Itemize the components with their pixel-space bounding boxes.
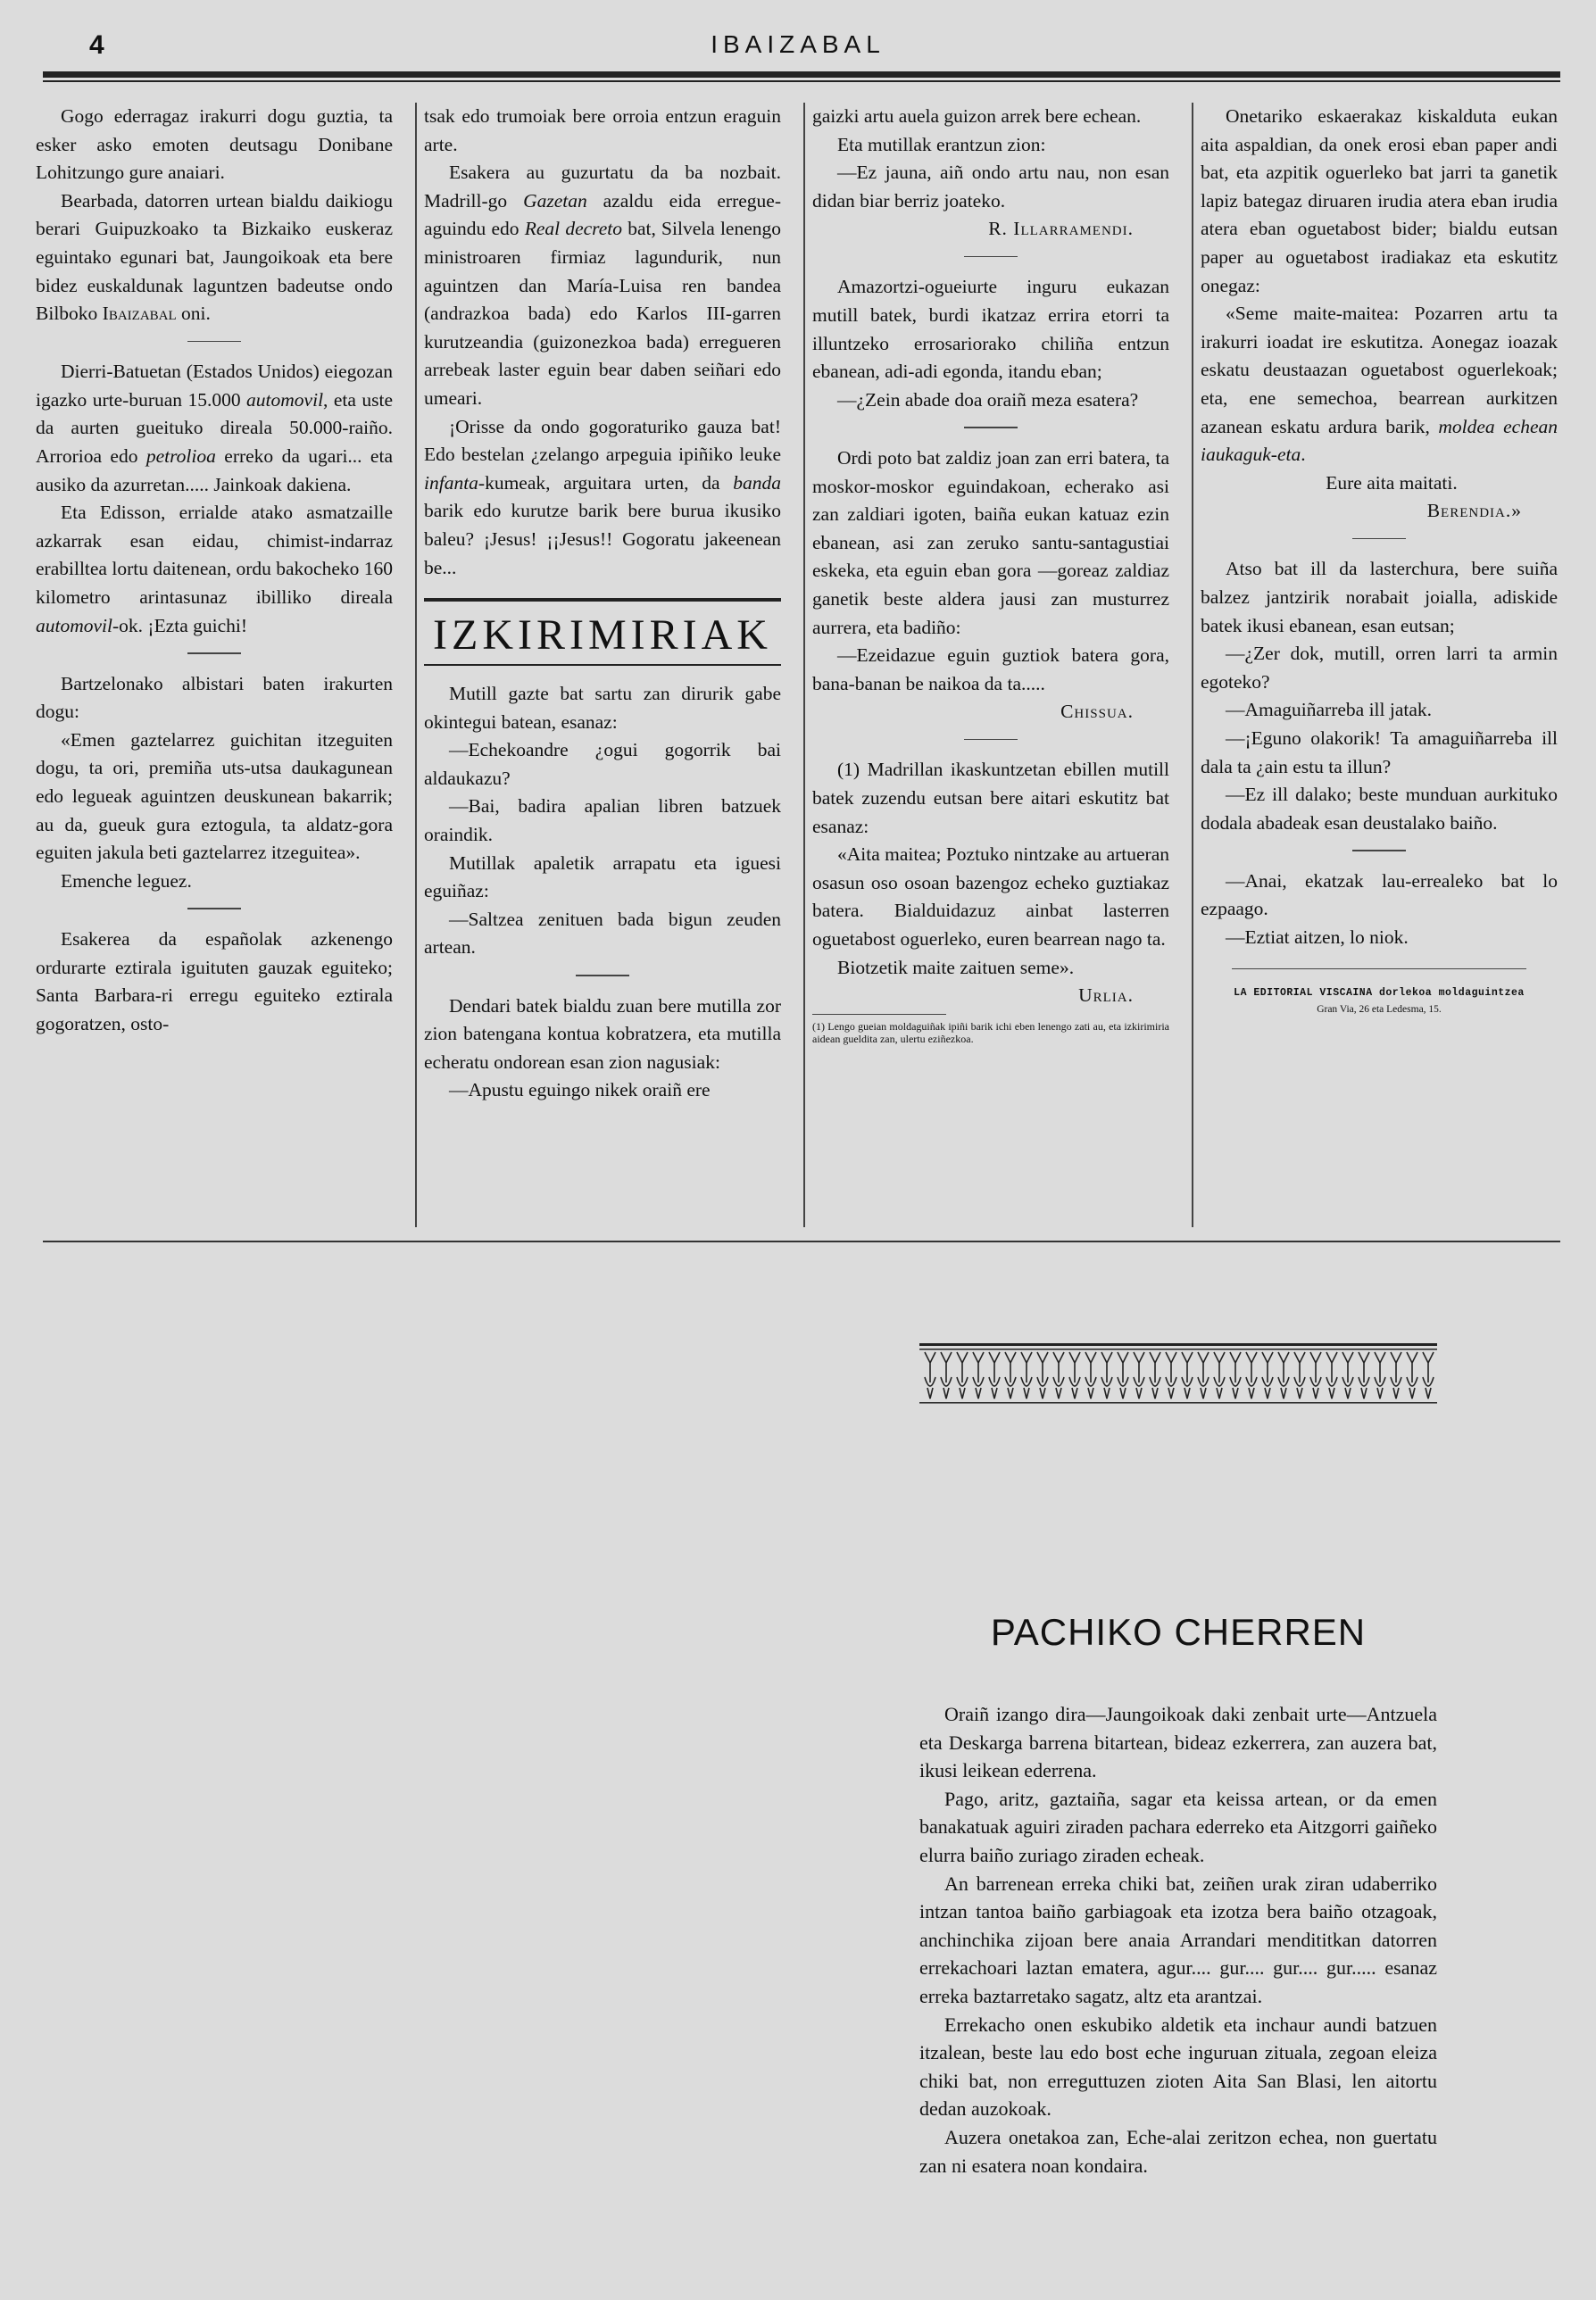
paragraph: —Apustu eguingo nikek oraiñ ere xyxy=(449,1079,711,1101)
paragraph: Oraiñ izango dira—Jaungoikoak daki zenbait urte—Antzuela eta Deskarga barrena bitartean, bideaz ezkerrera, zan auzera bat, ikusi leikean ederrena. xyxy=(919,1703,1437,1782)
paragraph: —Bai, badira apalian libren batzuek oraindik. xyxy=(424,795,781,846)
paragraph: —Ez jauna, aiñ ondo artu nau, non esan didan biar berriz joateko. xyxy=(812,162,1169,212)
signature: Urlia. xyxy=(1078,984,1134,1007)
paragraph: gaizki artu auela guizon arrek bere echean. xyxy=(812,105,1142,127)
imprint-line: LA EDITORIAL VISCAINA dorlekoa moldaguintzea xyxy=(1234,987,1525,1000)
ornament-motif xyxy=(1198,1352,1209,1399)
ornament-motif xyxy=(1407,1352,1417,1399)
text-run: barik edo kurutze barik bere burua ikusiko baleu? ¡Jesus! ¡¡Jesus!! Gogoratu jakeenean be... xyxy=(424,500,781,578)
separator xyxy=(187,908,241,909)
paragraph xyxy=(424,413,781,583)
paragraph: Amazortzi-ogueiurte inguru eukazan mutill batek, burdi ikatzaz errira etorri ta illuntzeko errosariorako chiliña entzun ebanean, adi-adi egonda, itandu eban; xyxy=(812,276,1169,383)
paragraph xyxy=(36,499,393,640)
footnote: (1) Lengo gueian moldaguiñak ipiñi barik ichi eben lenengo zati au, eta izkirimiria aidean gueldita zan, ulertu eziñezkoa. xyxy=(812,1020,1169,1046)
paragraph: Eta mutillak erantzun zion: xyxy=(837,133,1046,155)
ornament-motif xyxy=(1101,1352,1112,1399)
paragraph: —Ez ill dalako; beste munduan aurkituko dodala abadeak esan deustalako baiño. xyxy=(1201,784,1558,834)
italic-term: automovil xyxy=(246,388,324,411)
paragraph xyxy=(424,159,781,412)
separator xyxy=(576,975,629,976)
text-run: bat, Silvela lenengo ministroaren firmiaz lagundurik, nun aguintzen dan María-Luisa ren bandea (andrazkoa bada) edo Karlos III-garren kurutzeandia (guizonezkoa bada) erregueren arrebeak laster eguin bear daben seiñari edo umeari. xyxy=(424,218,782,409)
paragraph: Pago, aritz, gaztaiña, sagar eta keissa artean, or da emen banakatuak aguiri ziraden pachara ederreko eta Aitzgorri gaiñeko elurra baiño zuriago ziraden echeak. xyxy=(919,1787,1437,1866)
column-2 xyxy=(424,103,781,1227)
ornament-motif xyxy=(1037,1352,1048,1399)
paragraph: —Saltzea zenituen bada bigun zeuden artean. xyxy=(424,908,781,959)
ornament-motif xyxy=(1021,1352,1032,1399)
separator xyxy=(187,652,241,654)
separator xyxy=(187,341,241,343)
ornament-motif xyxy=(957,1352,968,1399)
paragraph: —¿Zein abade doa oraiñ meza esatera? xyxy=(837,388,1139,411)
italic-term: petrolioa xyxy=(145,445,216,468)
separator xyxy=(964,739,1018,741)
italic-term: automovil xyxy=(36,614,112,636)
text-run: erreko da ugari... eta ausiko da azurretan..... Jainkoak dakiena. xyxy=(36,445,393,495)
ornament-motif xyxy=(1246,1352,1257,1399)
column-3 xyxy=(812,103,1169,1227)
paragraph: —Amaguiñarreba ill jatak. xyxy=(1226,699,1433,721)
story-body xyxy=(919,1700,1437,2180)
paragraph: Atso bat ill da lasterchura, bere suiña balzez jantzirik norabait joialla, adiskide batek ikusi ebanean, esan eutsan; xyxy=(1201,558,1558,636)
ornament-motif xyxy=(1166,1352,1176,1399)
text-run: -ok. ¡Ezta guichi! xyxy=(112,614,248,636)
page-divider xyxy=(43,1241,1560,1242)
paragraph: (1) Madrillan ikaskuntzetan ebillen mutill batek zuzendu eutsan bere aitari eskutitz bat esanaz: xyxy=(812,759,1169,837)
section-title: IZKIRIMIRIAK xyxy=(424,598,781,666)
paragraph: tsak edo trumoiak bere orroia entzun eraguin arte. xyxy=(424,105,781,155)
separator xyxy=(964,427,1018,428)
paragraph: Errekacho onen eskubiko aldetik eta inchaur aundi batzuen itzalean, beste lau edo bost eche inguruan zituala, zegoan eleiza chiki bat, non erreguttuzen zioten Aita San Blasi, len aitortu dedan auzokoak. xyxy=(919,2013,1437,2121)
ornament-motif xyxy=(1359,1352,1369,1399)
paragraph xyxy=(1201,300,1558,469)
newspaper-name: Ibaizabal xyxy=(102,303,177,325)
ornament-motif xyxy=(1278,1352,1289,1399)
paragraph: Biotzetik maite zaituen seme». xyxy=(837,956,1075,978)
masthead: IBAIZABAL xyxy=(711,30,885,58)
paragraph: Dendari batek bialdu zuan bere mutilla zor zion batengana kontua kobratzera, eta mutilla echeratu ondorean esan zion nagusiak: xyxy=(424,994,781,1073)
text-run: ¡Orisse da ondo gogoraturiko gauza bat! Edo bestelan ¿zelango arpeguia ipiñiko leuke xyxy=(424,415,781,466)
italic-term: infanta xyxy=(424,471,478,494)
story-title: PACHIKO CHERREN xyxy=(990,1611,1367,1653)
imprint-address: Gran Via, 26 eta Ledesma, 15. xyxy=(1317,1004,1442,1016)
ornament-motif xyxy=(1118,1352,1128,1399)
column-divider xyxy=(803,103,805,1227)
text-run: -kumeak, arguitara urten, da xyxy=(478,471,734,494)
paragraph: Bartzelonako albistari baten irakurten dogu: xyxy=(36,672,393,723)
signature: Berendia.» xyxy=(1426,500,1522,522)
text-run: , eta uste da aurten gueituko direala 50.000-raiño. Arrorioa edo xyxy=(36,388,393,468)
header-rule-thin xyxy=(43,80,1560,82)
ornament-motif xyxy=(1085,1352,1096,1399)
column-divider xyxy=(415,103,417,1227)
ornament-motif xyxy=(1375,1352,1385,1399)
paragraph: —Anai, ekatzak lau-errealeko bat lo ezpaago. xyxy=(1201,869,1558,920)
paragraph: «Aita maitea; Poztuko nintzake au artueran osasun oso osoan bazengoz echeko guztiakaz batera. Bialduidazuz ainbat lasterren oguetabost oguerleko, euren bearrean nago ta. xyxy=(812,843,1169,950)
paragraph: —Eztiat aitzen, lo niok. xyxy=(1226,926,1409,949)
page-number: 4 xyxy=(89,30,104,60)
text-run: «Seme maite-maitea: Pozarren artu ta irakurri ioadat ire eskutitza. Aonegaz ioazak eskatu deustaazan oguetabost oguerlekoak; eta, ene semechoa, bearrean aurkitzen azanean eskatu ardura barik, xyxy=(1201,303,1558,437)
paragraph: Gogo ederragaz irakurri dogu guztia, ta esker asko emoten deutsagu Donibane Lohitzungo gure anaiari. xyxy=(36,105,393,184)
text-run: Eta Edisson, errialde atako asmatzaille azkarrak esan eidau, chimist-indarraz erabilltea lortu daitenean, ordu bakocheko 160 kilometro arintasunaz ibilliko direala xyxy=(36,502,393,608)
italic-term: banda xyxy=(733,471,781,494)
signature: Chissua. xyxy=(1060,701,1134,723)
paragraph: «Emen gaztelarrez guichitan itzeguiten dogu, ta ori, premiña uts-utsa daukagunean edo legueak aguintzen deuskunean bakarrik; au da, gueuk gura eztogula, ta aldatz-gora eguiten jakula beti gaztelarrez itzeguitea». xyxy=(36,728,393,864)
paragraph: —Echekoandre ¿ogui gogorrik bai aldaukazu? xyxy=(424,739,781,789)
column-1 xyxy=(36,103,393,1227)
italic-term: Real decreto xyxy=(524,218,622,240)
ornament-motif xyxy=(1214,1352,1225,1399)
paragraph: Mutillak apaletik arrapatu eta iguesi eguiñaz: xyxy=(424,851,781,902)
text-run: oni. xyxy=(176,303,211,325)
decorative-border-ornament xyxy=(919,1343,1437,1407)
paragraph: Eure aita maitati. xyxy=(1326,471,1458,494)
ornament-motif xyxy=(1391,1352,1401,1399)
text-run: Bearbada, datorren urtean bialdu daikiogu berari Guipuzkoako ta Bizkaiko euskeraz eguintako egunari bat, Jaungoikoak eta bere bidez euskaldunak laguntzen badeutse ondo Bilboko xyxy=(36,189,393,325)
ornament-motif xyxy=(989,1352,1000,1399)
paragraph: —¿Zer dok, mutill, orren larri ta armin egoteko? xyxy=(1201,643,1558,693)
paragraph: Ordi poto bat zaldiz joan zan erri batera, ta moskor-moskor eguindakoan, echerako asi zan zaldiari igoten, baiña eukan katuaz ezin ebanean, asi zan zeruko santu-santagustiai eskeka, eta eguin eban gora —goreaz zaldiaz ganetik beste aldera jausi zan musturrez aurrera, eta badiño: xyxy=(812,446,1169,638)
ornament-motif xyxy=(973,1352,984,1399)
paragraph: Auzera onetakoa zan, Eche-alai zeritzon echea, non guertatu zan ni esatera noan kondaira. xyxy=(919,2125,1437,2177)
ornament-motif xyxy=(1423,1352,1434,1399)
paragraph: —Ezeidazue eguin guztiok batera gora, bana-banan be naikoa da ta..... xyxy=(812,644,1169,694)
ornament-motif xyxy=(1230,1352,1241,1399)
ornament-motif xyxy=(1294,1352,1305,1399)
ornament-motif xyxy=(1150,1352,1160,1399)
paragraph: An barrenean erreka chiki bat, zeiñen urak ziran udaberriko intzan tantoa baiño garbiagoak eta izotza bera baiño otzagoak, anchinchika zijoan bere anaia Arrandari mendititkan datorren errekachoari laztan ematera, agur.... gur.... gur.... gur..... esanaz erreka baztarretako sagatz, altz eta arantzai. xyxy=(919,1872,1437,2007)
separator xyxy=(964,256,1018,258)
ornament-motif xyxy=(1069,1352,1080,1399)
column-4 xyxy=(1201,103,1558,1227)
paragraph: Onetariko eskaerakaz kiskalduta eukan aita aspaldian, da onek erosi eban paper andi bat, eta azpitik oguerleko bat jarri ta ganetik lapiz bategaz diruaren irudia atera eban irudia atera eban oguetabost bider; bialdu eutsan paper au oguetabost iradiakaz eta eskutitz onegaz: xyxy=(1201,105,1558,296)
separator xyxy=(1352,850,1406,851)
italic-term: Gazetan xyxy=(523,189,587,212)
ornament-motif xyxy=(1005,1352,1016,1399)
separator xyxy=(1352,538,1406,540)
paragraph xyxy=(36,187,393,328)
separator xyxy=(1232,968,1526,970)
ornament-motif xyxy=(1134,1352,1144,1399)
paragraph: Esakerea da españolak azkenengo ordurarte eztirala iguituten gauzak eguiteko; Santa Barbara-ri erregu eguiteko eztirala gogoratzen, osto- xyxy=(36,927,393,1034)
ornament-motif xyxy=(1310,1352,1321,1399)
text-run: azaldu eida erregue-aguindu edo xyxy=(424,189,781,240)
text-run: Esakera au guzurtatu da ba nozbait. Madrill-go xyxy=(424,162,781,212)
paragraph: Mutill gazte bat sartu zan dirurik gabe okintegui batean, esanaz: xyxy=(424,683,781,733)
header-rule xyxy=(43,71,1560,78)
ornament-motif xyxy=(1342,1352,1353,1399)
ornament-motif xyxy=(1262,1352,1273,1399)
ornament-motif xyxy=(1182,1352,1193,1399)
ornament-motif xyxy=(1326,1352,1337,1399)
footnote-rule xyxy=(812,1014,946,1016)
paragraph: Emenche leguez. xyxy=(61,869,192,892)
ornament-motif xyxy=(1053,1352,1064,1399)
column-divider xyxy=(1192,103,1193,1227)
text-run: Dierri-Batuetan (Estados Unidos) eiegozan igazko urte-buruan 15.000 xyxy=(36,361,393,411)
italic-term: moldea echean iaukaguk-eta xyxy=(1201,415,1558,466)
ornament-motif xyxy=(941,1352,952,1399)
paragraph xyxy=(36,358,393,499)
text-run: . xyxy=(1301,444,1306,466)
paragraph: —¡Eguno olakorik! Ta amaguiñarreba ill dala ta ¿ain estu ta illun? xyxy=(1201,727,1558,777)
ornament-motif xyxy=(925,1352,935,1399)
signature: R. Illarramendi. xyxy=(988,218,1134,240)
article-columns xyxy=(36,103,1562,1227)
